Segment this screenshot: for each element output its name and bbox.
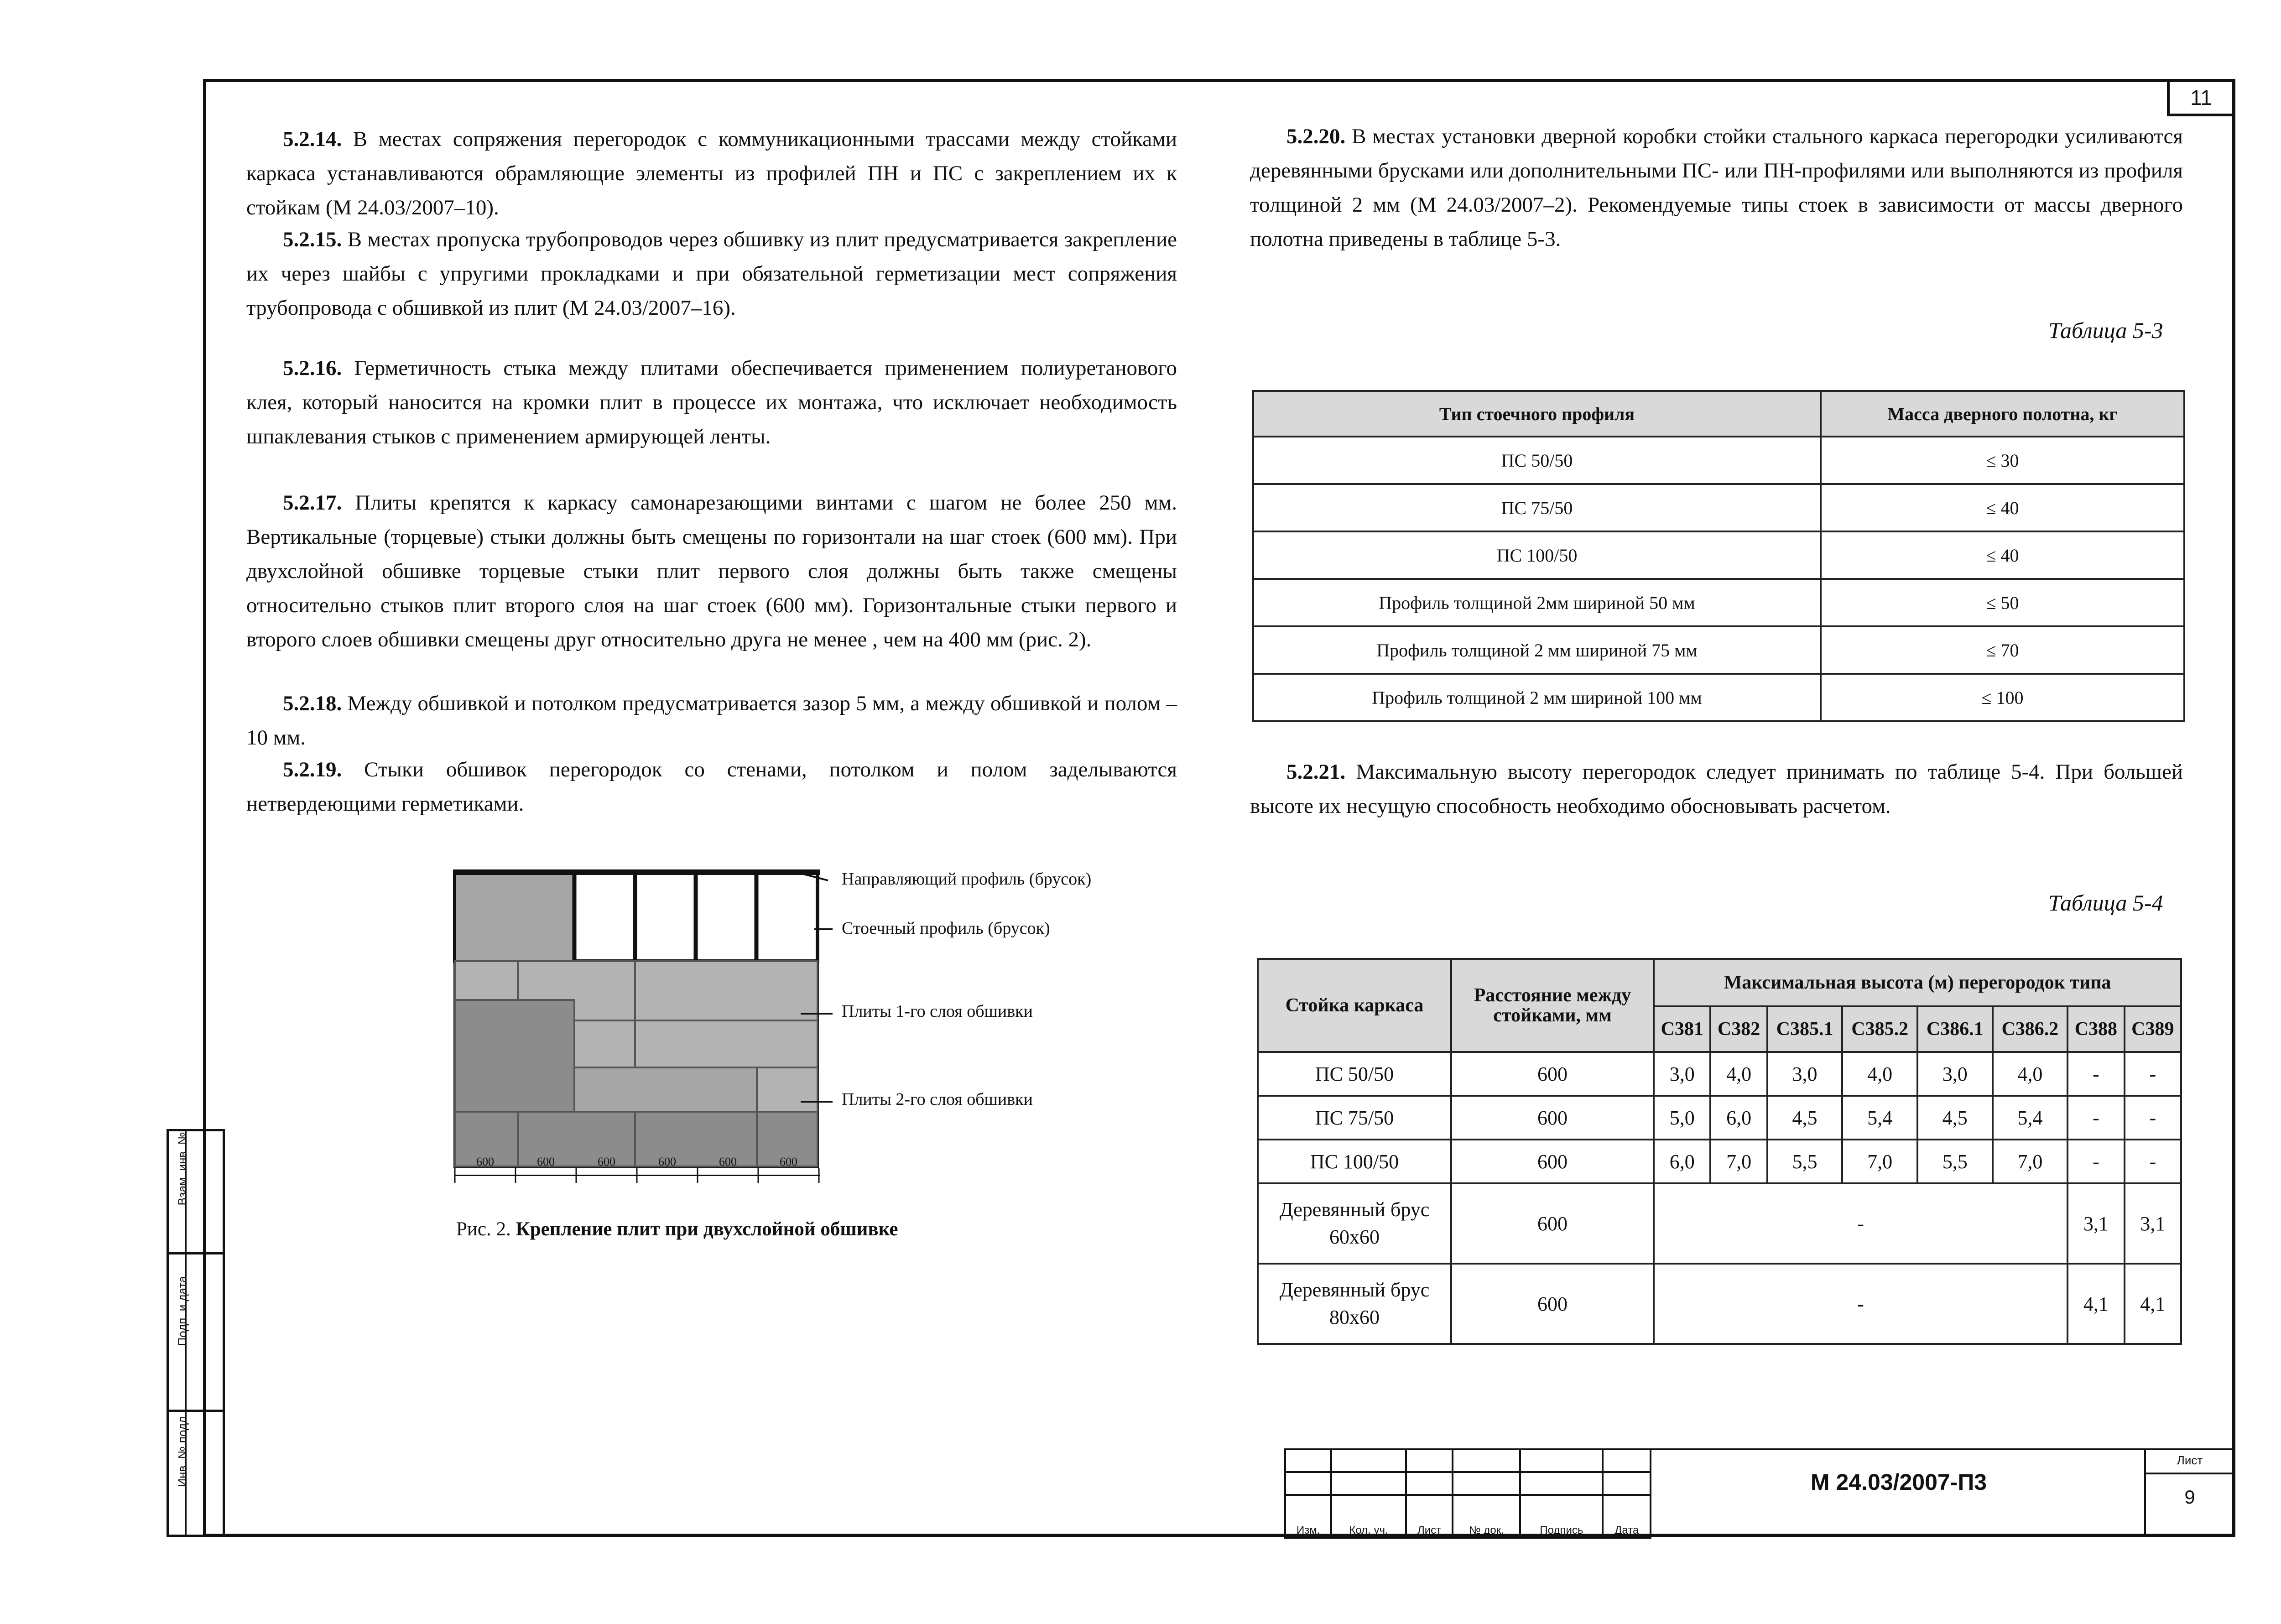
table-cell: 5,4 (1993, 1096, 2068, 1140)
table-cell: 5,0 (1654, 1096, 1710, 1140)
figure-caption-title: Крепление плит при двухслойной обшивке (516, 1218, 898, 1240)
table-5-3 (1252, 390, 2185, 722)
type-header: С386.1 (1917, 1006, 1993, 1052)
table-cell: - (2067, 1052, 2124, 1096)
type-header: С388 (2067, 1006, 2124, 1052)
table-cell: 600 (1451, 1052, 1654, 1096)
paragraph-text: В местах сопряжения перегородок с коммуникационными трассами между стойками каркаса устанавливаются обрамляющие элементы из профилей ПН и ПС с закреплением их к стойкам (М 24.03/2007–10). (246, 127, 1177, 219)
table-row (1258, 1264, 2181, 1344)
table-cell: - (2067, 1096, 2124, 1140)
table-cell: ≤ 30 (1821, 437, 2184, 484)
table-cell: 6,0 (1710, 1096, 1767, 1140)
page-number: 11 (2190, 86, 2212, 109)
figure-caption-prefix: Рис. 2. (456, 1218, 511, 1240)
table-cell (1258, 1183, 1451, 1264)
table-5-3-caption: Таблица 5-3 (2048, 318, 2163, 343)
table-cell: ПС 100/50 (1253, 531, 1821, 579)
stand-name-line: Деревянный брус (1279, 1279, 1430, 1301)
clause-number: 5.2.18. (283, 692, 342, 715)
table-cell: 3,0 (1654, 1052, 1710, 1096)
clause-number: 5.2.19. (283, 758, 342, 781)
table-row (1258, 1140, 2181, 1183)
dimension-label: 600 (719, 1155, 737, 1168)
table-header: Расстояние между стойками, мм (1451, 959, 1654, 1052)
table-row (1258, 1052, 2181, 1096)
title-block-col: Подпись (1520, 1495, 1603, 1538)
table-cell: ≤ 40 (1821, 484, 2184, 531)
figure-caption (456, 1218, 898, 1240)
cladding-diagram (449, 867, 833, 1186)
table-header: Тип стоечного профиля (1253, 391, 1821, 437)
table-cell: 3,1 (2125, 1183, 2181, 1264)
clause-number: 5.2.16. (283, 356, 342, 380)
table-cell: - (2125, 1096, 2181, 1140)
table-cell: - (1654, 1264, 2067, 1344)
paragraph-5-2-14 (246, 122, 1177, 225)
table-5-4 (1257, 958, 2182, 1345)
paragraph-text: В местах пропуска трубопроводов через обшивку из плит предусматривается закрепление их через шайбы с упругими прокладками и при обязательной герметизации мест сопряжения трубопровода с обшивкой из плит (М 24.03/2007–16). (246, 228, 1177, 320)
side-stamp-divider (167, 1129, 187, 1537)
paragraph-5-2-18 (246, 687, 1177, 755)
table-cell: 4,5 (1767, 1096, 1843, 1140)
table-cell: Профиль толщиной 2мм шириной 50 мм (1253, 579, 1821, 626)
table-cell: Профиль толщиной 2 мм шириной 100 мм (1253, 674, 1821, 721)
table-cell: ≤ 50 (1821, 579, 2184, 626)
table-cell: 600 (1451, 1183, 1654, 1264)
stand-name-line: Деревянный брус (1279, 1198, 1430, 1221)
side-stamp-label: Инв. № подл. (175, 1413, 189, 1487)
paragraph-5-2-20 (1250, 120, 2183, 256)
table-row (1258, 1183, 2181, 1264)
type-header: С389 (2125, 1006, 2181, 1052)
dimension-label: 600 (537, 1155, 555, 1168)
table-cell: 5,5 (1917, 1140, 1993, 1183)
table-header: Стойка каркаса (1258, 959, 1451, 1052)
paragraph-text: В местах установки дверной коробки стойки стального каркаса перегородки усиливаются деревянными брусками или дополнительными ПС- или ПН-профилями или выполняются из профиля толщиной 2 мм (М 24.03/2007–2). Рекомендуемые типы стоек в зависимости от массы дверного полотна приведены в таблице 5-3. (1250, 125, 2183, 251)
table-header: Масса дверного полотна, кг (1821, 391, 2184, 437)
paragraph-text: Плиты крепятся к каркасу самонарезающими винтами с шагом не более 250 мм. Вертикальные (торцевые) стыки должны быть смещены по горизонтали на шаг стоек (600 мм). При двухслойной обшивке торцевые стыки плит первого слоя должны быть также смещены относительно стыков плит второго слоя на шаг стоек (600 мм). Горизонтальные стыки первого и второго слоев обшивки смещены друг относительно друга не менее , чем на 400 мм (рис. 2). (246, 491, 1177, 651)
paragraph-5-2-17 (246, 486, 1177, 657)
type-header: С385.2 (1842, 1006, 1917, 1052)
sheet-label: Лист (2177, 1453, 2203, 1467)
paragraph-5-2-15 (246, 223, 1177, 325)
type-header: С385.1 (1767, 1006, 1843, 1052)
table-row (1253, 437, 2184, 484)
table-cell: 3,0 (1767, 1052, 1843, 1096)
table-cell: 6,0 (1654, 1140, 1710, 1183)
clause-number: 5.2.21. (1286, 760, 1346, 784)
title-block-col: № док. (1453, 1495, 1520, 1538)
table-row (1253, 626, 2184, 674)
paragraph-text: Герметичность стыка между плитами обеспечивается применением полиуретанового клея, который наносится на кромки плит в процессе их монтажа, что исключает необходимость шпаклевания стыков с применением армирующей ленты. (246, 356, 1177, 448)
table-cell: 600 (1451, 1140, 1654, 1183)
table-cell (1258, 1264, 1451, 1344)
table-cell: Профиль толщиной 2 мм шириной 75 мм (1253, 626, 1821, 674)
table-5-4-caption: Таблица 5-4 (2048, 890, 2163, 916)
table-cell: 5,5 (1767, 1140, 1843, 1183)
table-cell: 7,0 (1710, 1140, 1767, 1183)
sheet-divider (2144, 1473, 2235, 1474)
title-block-col: Лист (1406, 1495, 1453, 1538)
label-stud-profile: Стоечный профиль (брусок) (842, 919, 1050, 938)
table-cell: ≤ 40 (1821, 531, 2184, 579)
sheet-number: 9 (2184, 1486, 2195, 1508)
label-guide-profile: Направляющий профиль (брусок) (842, 869, 1092, 889)
document-code: М 24.03/2007-П3 (1810, 1469, 1987, 1495)
clause-number: 5.2.15. (283, 228, 342, 251)
table-cell: - (2125, 1140, 2181, 1183)
table-row (1253, 579, 2184, 626)
clause-number: 5.2.17. (283, 491, 342, 515)
table-cell: - (2067, 1140, 2124, 1183)
table-row (1253, 674, 2184, 721)
type-header: С386.2 (1993, 1006, 2068, 1052)
dimension-label: 600 (476, 1155, 494, 1168)
table-cell: 4,5 (1917, 1096, 1993, 1140)
table-cell: 7,0 (1993, 1140, 2068, 1183)
table-cell: ≤ 70 (1821, 626, 2184, 674)
table-row (1253, 531, 2184, 579)
table-cell: 3,1 (2067, 1183, 2124, 1264)
stand-size-line: 60х60 (1329, 1226, 1380, 1248)
table-cell: ПС 100/50 (1258, 1140, 1451, 1183)
page-number-box (2167, 79, 2235, 116)
table-cell: 4,0 (1993, 1052, 2068, 1096)
table-cell: - (2125, 1052, 2181, 1096)
title-block-col: Кол. уч. (1331, 1495, 1406, 1538)
clause-number: 5.2.20. (1286, 125, 1346, 148)
paragraph-5-2-19 (246, 753, 1177, 821)
table-cell: 5,4 (1842, 1096, 1917, 1140)
table-cell: 4,0 (1710, 1052, 1767, 1096)
table-cell: 4,1 (2125, 1264, 2181, 1344)
table-row (1253, 484, 2184, 531)
table-cell: 7,0 (1842, 1140, 1917, 1183)
label-layer-2: Плиты 2-го слоя обшивки (842, 1090, 1033, 1109)
table-row (1258, 1096, 2181, 1140)
side-stamp-label: Подп. и дата (175, 1275, 189, 1346)
side-stamp-label: Взам. инв. № (175, 1132, 189, 1206)
table-cell: ≤ 100 (1821, 674, 2184, 721)
clause-number: 5.2.14. (283, 127, 342, 151)
dimension-label: 600 (598, 1155, 615, 1168)
paragraph-text: Между обшивкой и потолком предусматривается зазор 5 мм, а между обшивкой и полом – 10 мм. (246, 692, 1177, 750)
paragraph-5-2-21 (1250, 755, 2183, 823)
dimension-ticks (452, 1166, 826, 1184)
paragraph-text: Стыки обшивок перегородок со стенами, потолком и полом заделываются нетвердеющими герметиками. (246, 758, 1177, 816)
label-layer-1: Плиты 1-го слоя обшивки (842, 1002, 1033, 1021)
paragraph-5-2-16 (246, 351, 1177, 454)
paragraph-text: Максимальную высоту перегородок следует принимать по таблице 5-4. При большей высоте их несущую способность необходимо обосновывать расчетом. (1250, 760, 2183, 818)
table-cell: 4,1 (2067, 1264, 2124, 1344)
dimension-label: 600 (780, 1155, 797, 1168)
table-cell: 4,0 (1842, 1052, 1917, 1096)
table-cell: 3,0 (1917, 1052, 1993, 1096)
table-cell: 600 (1451, 1096, 1654, 1140)
type-header: С382 (1710, 1006, 1767, 1052)
table-cell: ПС 75/50 (1253, 484, 1821, 531)
table-cell: ПС 50/50 (1258, 1052, 1451, 1096)
stand-size-line: 80х60 (1329, 1306, 1380, 1328)
title-block-grid (1284, 1448, 1651, 1539)
table-cell: ПС 50/50 (1253, 437, 1821, 484)
table-header: Максимальная высота (м) перегородок типа (1654, 959, 2181, 1006)
table-cell: 600 (1451, 1264, 1654, 1344)
dimension-label: 600 (658, 1155, 676, 1168)
title-block-col: Изм. (1285, 1495, 1331, 1538)
type-header: С381 (1654, 1006, 1710, 1052)
table-cell: - (1654, 1183, 2067, 1264)
table-cell: ПС 75/50 (1258, 1096, 1451, 1140)
title-block-col: Дата (1603, 1495, 1651, 1538)
